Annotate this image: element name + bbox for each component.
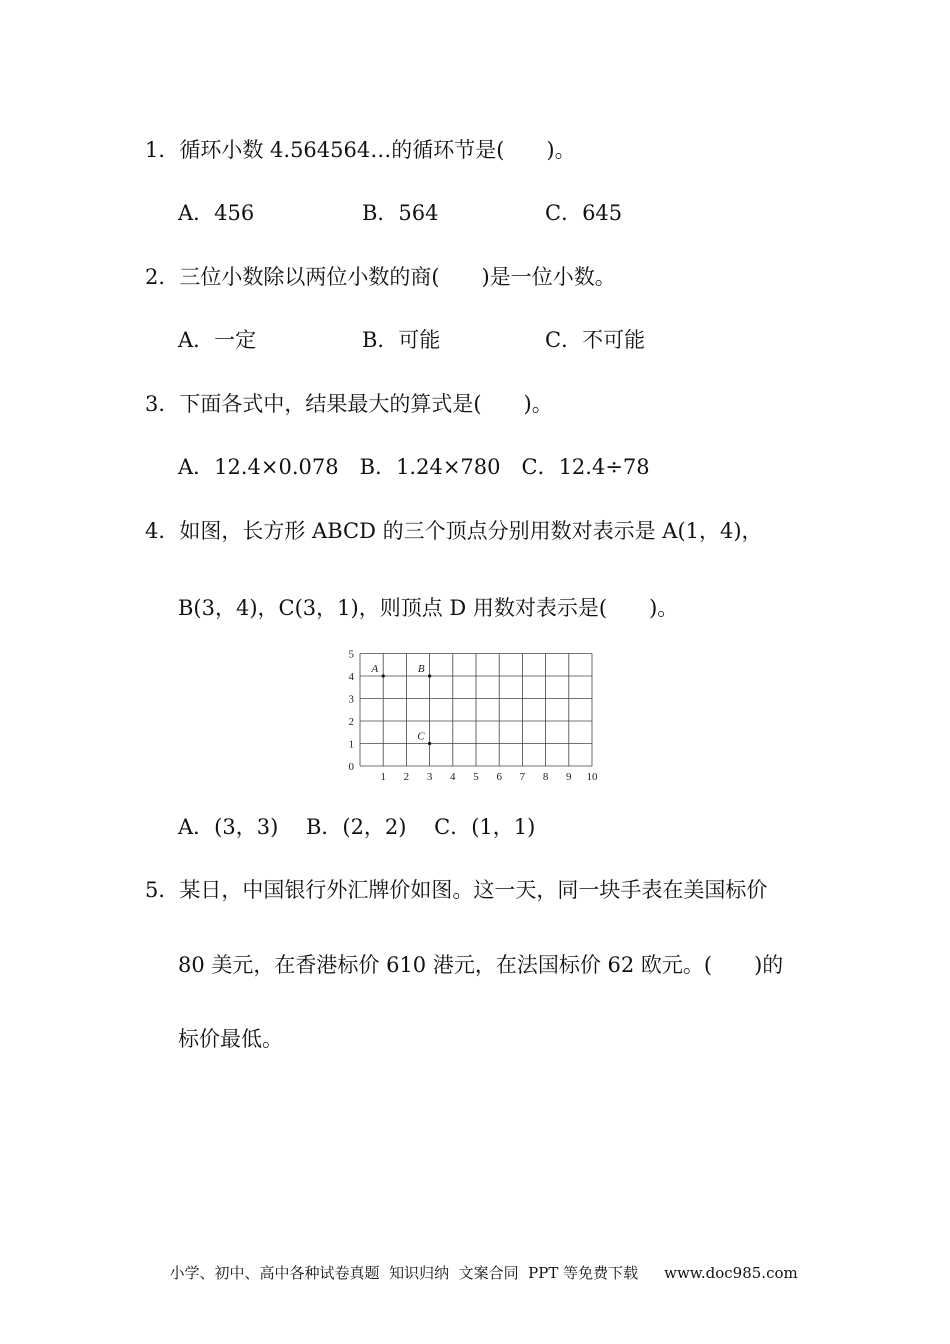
x-tick-label: 2 — [403, 771, 410, 783]
q3-stem: 3．下面各式中，结果最大的算式是( )。 — [145, 392, 553, 416]
q4-stem-line2: B(3，4)，C(3，1)，则顶点 D 用数对表示是( )。 — [178, 596, 679, 620]
q2-option-a[interactable]: A．一定 — [178, 328, 257, 352]
x-tick-label: 5 — [473, 771, 479, 783]
point-c-label: C — [417, 730, 425, 743]
footer-text: 小学、初中、高中各种试卷真题 知识归纳 文案合同 PPT 等免费下载 — [169, 1264, 639, 1282]
q2-option-c[interactable]: C．不可能 — [545, 328, 646, 352]
y-tick-label: 4 — [348, 671, 354, 683]
x-tick-label: 7 — [519, 771, 526, 783]
x-tick-label: 9 — [566, 771, 572, 783]
x-tick-label: 10 — [586, 771, 598, 783]
q1-option-c[interactable]: C．645 — [545, 201, 623, 225]
coordinate-grid-figure — [336, 644, 606, 788]
q1-stem: 1．循环小数 4.564564…的循环节是( )。 — [145, 138, 576, 162]
point-a-dot — [382, 674, 385, 677]
point-c-dot — [428, 742, 431, 745]
point-a-label: A — [371, 663, 379, 675]
q3-options[interactable]: A．12.4×0.078 B．1.24×780 C．12.4÷78 — [178, 455, 650, 479]
x-tick-label: 8 — [542, 771, 549, 783]
y-tick-label: 2 — [348, 716, 354, 728]
x-tick-label: 1 — [380, 771, 386, 783]
q1-option-a[interactable]: A．456 — [178, 201, 255, 225]
y-tick-label: 0 — [348, 761, 354, 773]
q2-stem: 2．三位小数除以两位小数的商( )是一位小数。 — [145, 265, 616, 289]
x-tick-label: 4 — [450, 771, 456, 783]
x-tick-label: 3 — [426, 771, 433, 783]
q4-stem-line1: 4．如图，长方形 ABCD 的三个顶点分别用数对表示是 A(1，4)， — [145, 519, 763, 543]
point-b-label: B — [417, 663, 425, 675]
y-tick-label: 5 — [348, 648, 354, 661]
point-b-dot — [428, 674, 431, 677]
q1-option-b[interactable]: B．564 — [362, 201, 439, 225]
y-tick-label: 3 — [348, 693, 354, 706]
footer-url[interactable]: www.doc985.com — [664, 1264, 798, 1282]
q4-options[interactable]: A．(3，3) B．(2，2) C．(1，1) — [178, 815, 536, 839]
q5-stem-line2: 80 美元，在香港标价 610 港元，在法国标价 62 欧元。( )的 — [178, 953, 784, 977]
q5-stem-line3: 标价最低。 — [178, 1027, 283, 1051]
x-tick-label: 6 — [496, 771, 502, 783]
y-tick-label: 1 — [348, 738, 354, 751]
footer — [160, 1244, 798, 1283]
q2-option-b[interactable]: B．可能 — [362, 328, 441, 352]
q5-stem-line1: 5．某日，中国银行外汇牌价如图。这一天，同一块手表在美国标价 — [145, 878, 768, 902]
